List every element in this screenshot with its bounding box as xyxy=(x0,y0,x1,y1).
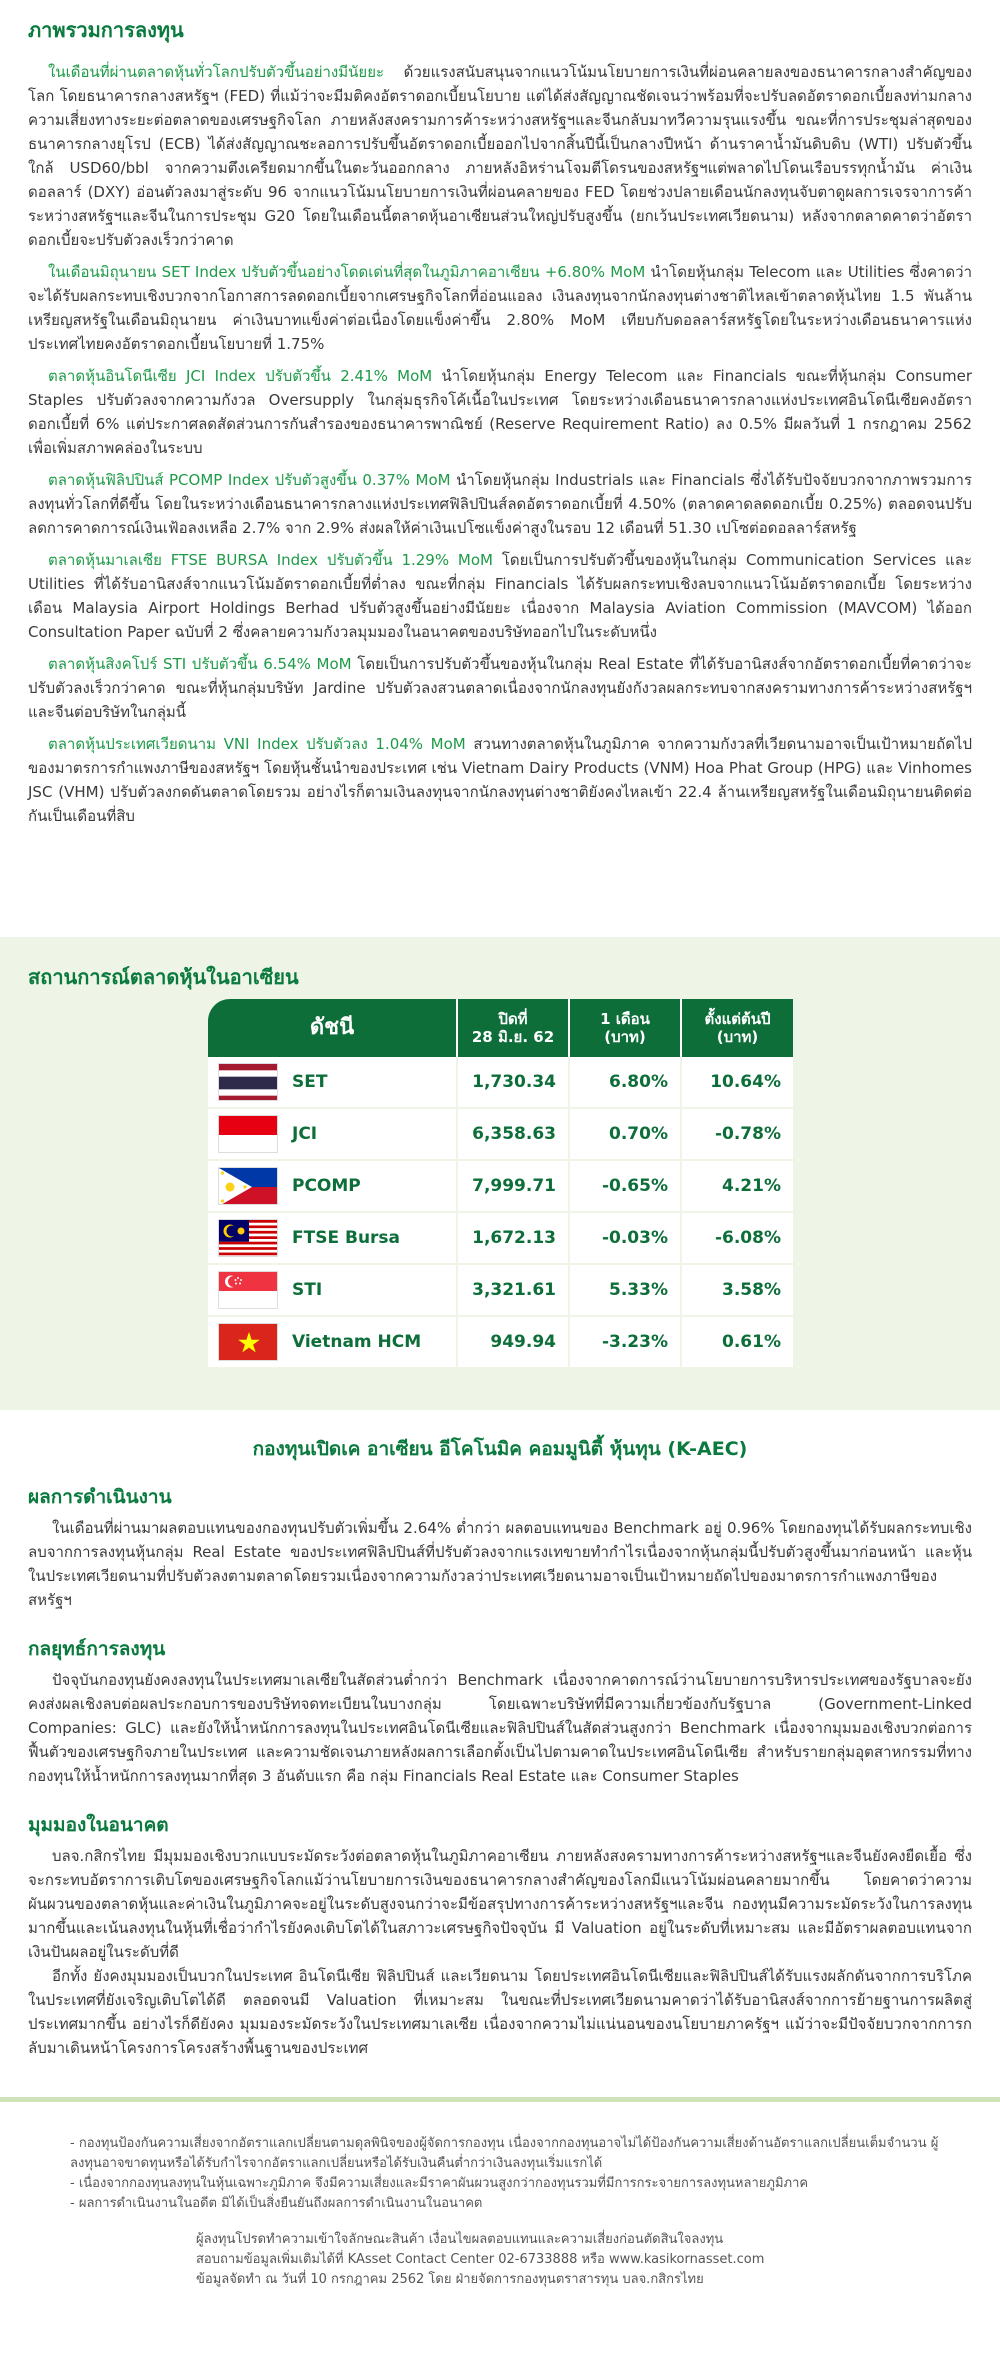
disclaimer-note: - เนื่องจากกองทุนลงทุนในหุ้นเฉพาะภูมิภาค จึงมีความเสี่ยงและมีราคาผันผวนสูงกว่ากองทุนรวมที่มีการกระจายการลงทุนหลายภูมิภาค xyxy=(70,2176,809,2191)
one-month-change: 5.33% xyxy=(570,1265,682,1317)
outlook-text-2 xyxy=(28,1964,972,2060)
philippines-flag-icon xyxy=(218,1167,278,1205)
strategy-heading: กลยุทธ์การลงทุน xyxy=(28,1638,166,1660)
paragraph-text: โดยเป็นการปรับตัวขึ้นของหุ้นในกลุ่ม Communication Services และ Utilities ที่ได้รับอานิสงส์จากแนวโน้มอัตราดอกเบี้ยที่ต่ำลง ขณะที่กลุ่ม Financials ได้รับผลกระทบเชิงลบจากแนวโน้มอัตราดอกเบี้ย โดยระหว่างเดือน Malaysia Airport Holdings Berhad ปรับตัวสูงขึ้นอย่างมีนัยยะ เนื่องจาก Malaysia Aviation Commission (MAVCOM) ได้ออก Consultation Paper ฉบับที่ 2 ซึ่งคลายความกังวลมุมมองในอนาคตของบริษัทออกไปในระดับหนึ่ง xyxy=(28,551,972,641)
header-1m-line1: 1 เดือน xyxy=(600,1010,650,1028)
overview-paragraph xyxy=(28,652,972,724)
paragraph-text: นำโดยหุ้นกลุ่ม Energy Telecom และ Financials ขณะที่หุ้นกลุ่ม Consumer Staples ปรับตัวลงจากความกังวล Oversupply ในกลุ่มธุรกิจโค้เนื้อในประเทศ โดยระหว่างเดือนธนาคารกลางแห่งประเทศอินโดนีเซียคงอัตราดอกเบี้ยที่ 6% แต่ประกาศลดสัดส่วนการกันสำรองของธนาคารพาณิชย์ (Reserve Requirement Ratio) ลง 0.5% มีผลวันที่ 1 กรกฎาคม 2562 เพื่อเพิ่มสภาพคล่องในระบบ xyxy=(28,367,972,457)
index-name-cell xyxy=(208,1057,458,1109)
asean-index-table xyxy=(208,999,793,1369)
index-name: SET xyxy=(292,1072,328,1092)
fund-section xyxy=(0,1410,1000,2082)
overview-paragraph xyxy=(28,60,972,252)
index-name-cell xyxy=(208,1317,458,1369)
header-1m-line2: (บาท) xyxy=(604,1028,646,1046)
footer-line: ผู้ลงทุนโปรดทำความเข้าใจลักษณะสินค้า เงื่อนไขผลตอบแทนและความเสี่ยงก่อนตัดสินใจลงทุน xyxy=(196,2232,724,2247)
index-name-cell xyxy=(208,1213,458,1265)
paragraph-lead: ตลาดหุ้นฟิลิปปินส์ PCOMP Index ปรับตัวสูงขึ้น 0.37% MoM xyxy=(48,471,451,489)
ytd-change: -0.78% xyxy=(682,1109,793,1161)
index-name: STI xyxy=(292,1280,323,1300)
outlook-text-1 xyxy=(28,1844,972,1964)
paragraph-lead: ตลาดหุ้นอินโดนีเซีย JCI Index ปรับตัวขึ้น 2.41% MoM xyxy=(48,367,433,385)
asean-market-section xyxy=(0,937,1000,1410)
performance-body: ในเดือนที่ผ่านมาผลตอบแทนของกองทุนปรับตัวเพิ่มขึ้น 2.64% ต่ำกว่า ผลตอบแทนของ Benchmark อยู่ 0.96% โดยกองทุนได้รับผลกระทบเชิงลบจากการลงทุนหุ้นกลุ่ม Real Estate ของประเทศฟิลิปปินส์ที่ปรับตัวลงจากแรงเทขายทำกำไรเนื่องจากหุ้นกลุ่มนี้ปรับตัวสูงขึ้นมาก่อนหน้า และหุ้นในประเทศเวียดนามที่ปรับตัวลงตามตลาดโดยรวมเนื่องจากความกังวลว่าประเทศเวียดนามอาจเป็นเป้าหมายถัดไปของมาตรการกำแพงภาษีของสหรัฐฯ xyxy=(28,1519,972,1609)
index-name-cell xyxy=(208,1265,458,1317)
ytd-change: -6.08% xyxy=(682,1213,793,1265)
investment-overview-section xyxy=(0,0,1000,930)
ytd-change: 0.61% xyxy=(682,1317,793,1369)
outlook-heading: มุมมองในอนาคต xyxy=(28,1814,169,1836)
fund-title: กองทุนเปิดเค อาเซียน อีโคโนมิค คอมมูนิตี้ หุ้นทุน (K-AEC) xyxy=(252,1438,748,1460)
header-ytd-line2: (บาท) xyxy=(716,1028,759,1046)
table-row xyxy=(208,1109,793,1161)
paragraph-text: โดยเป็นการปรับตัวขึ้นของหุ้นในกลุ่ม Real Estate ที่ได้รับอานิสงส์จากอัตราดอกเบี้ยที่คาดว่าจะปรับตัวลงเร็วกว่าคาด ขณะที่หุ้นกลุ่มบริษัท Jardine ปรับตัวลงสวนตลาดเนื่องจากนักลงทุนยังกังวลผลกระทบจากสงครามทางการค้าระหว่างสหรัฐฯและจีนต่อบริษัทในกลุ่มนี้ xyxy=(28,655,972,721)
paragraph-lead: ตลาดหุ้นประเทศเวียดนาม VNI Index ปรับตัวลง 1.04% MoM xyxy=(48,735,466,753)
strategy-block xyxy=(28,1634,972,1788)
vietnam-flag-icon xyxy=(218,1323,278,1361)
close-value: 1,672.13 xyxy=(458,1213,570,1265)
paragraph-lead: ตลาดหุ้นสิงคโปร์ STI ปรับตัวขึ้น 6.54% MoM xyxy=(48,655,352,673)
paragraph-text: ด้วยแรงสนับสนุนจากแนวโน้มนโยบายการเงินที่ผ่อนคลายลงของธนาคารกลางสำคัญของโลก โดยธนาคารกลางสหรัฐฯ (FED) ที่แม้ว่าจะมีมติคงอัตราดอกเบี้ยนโยบาย แต่ได้ส่งสัญญาณชัดเจนว่าพร้อมที่จะปรับลดอัตราดอกเบี้ยลงท่ามกลางความเสี่ยงทางระยะต่อตลาดของเศรษฐกิจโลก ภายหลังสงครามการค้าระหว่างสหรัฐฯและจีนกลับมาทวีความรุนแรงขึ้น ขณะที่การประชุมล่าสุดของธนาคารกลางยุโรป (ECB) ได้ส่งสัญญาณชะลอการปรับขึ้นอัตราดอกเบี้ยออกไปจากสิ้นปีนี้เป็นกลางปีหน้า ด้านราคาน้ำมันดิบดิบ (WTI) ปรับตัวขึ้นใกล้ USD60/bbl จากความตึงเครียดมากขึ้นในตะวันออกกลาง ภายหลังอิหร่านโจมตีโดรนของสหรัฐฯแต่พลาดไปโดนเรือบรรทุกน้ำมัน ค่าเงินดอลลาร์ (DXY) อ่อนตัวลงมาสู่ระดับ 96 จากแนวโน้มนโยบายการเงินที่ผ่อนคลายของ FED โดยช่วงปลายเดือนนักลงทุนจับตาดูผลการเจรจาการค้าระหว่างสหรัฐฯและจีนในการประชุม G20 โดยในเดือนนี้ตลาดหุ้นอาเซียนส่วนใหญ่ปรับสูงขึ้น (ยกเว้นประเทศเวียดนาม) หลังจากตลาดคาดว่าอัตราดอกเบี้ยจะปรับตัวลงเร็วกว่าคาด xyxy=(28,63,972,249)
malaysia-flag-icon xyxy=(218,1219,278,1257)
overview-paragraph xyxy=(28,732,972,828)
one-month-change: -3.23% xyxy=(570,1317,682,1369)
close-value: 6,358.63 xyxy=(458,1109,570,1161)
one-month-change: 0.70% xyxy=(570,1109,682,1161)
overview-title: ภาพรวมการลงทุน xyxy=(28,18,184,42)
footer-date-line: ข้อมูลจัดทำ ณ วันที่ 10 กรกฎาคม 2562 โดย ฝ่ายจัดการกองทุนตราสารทุน บลจ.กสิกรไทย xyxy=(196,2272,704,2287)
strategy-body: ปัจจุบันกองทุนยังคงลงทุนในประเทศมาเลเซียในสัดส่วนต่ำกว่า Benchmark เนื่องจากคาดการณ์ว่านโยบายการบริหารประเทศของรัฐบาลจะยังคงส่งผลเชิงลบต่อผลประกอบการของบริษัทจดทะเบียนในบางกลุ่ม โดยเฉพาะบริษัทที่มีความเกี่ยวข้องกับรัฐบาล (Government-Linked Companies: GLC) และยังให้น้ำหนักการลงทุนในประเทศอินโดนีเซียและฟิลิปปินส์ในสัดส่วนสูงกว่า Benchmark เนื่องจากมุมมองเชิงบวกต่อการฟื้นตัวของเศรษฐกิจภายในประเทศ และความชัดเจนภายหลังผลการเลือกตั้งเป็นไปตามคาดในประเทศอินโดนีเซีย สำหรับรายกลุ่มอุตสาหกรรมที่ทางกองทุนให้น้ำหนักการลงทุนมากที่สุด 3 อันดับแรก คือ กลุ่ม Financials Real Estate และ Consumer Staples xyxy=(28,1671,972,1785)
ytd-change: 10.64% xyxy=(682,1057,793,1109)
index-name-cell xyxy=(208,1161,458,1213)
header-index: ดัชนี xyxy=(208,999,458,1057)
table-row xyxy=(208,1213,793,1265)
paragraph-text: นำโดยหุ้นกลุ่ม Industrials และ Financials ซึ่งได้รับปัจจัยบวกจากภาพรวมการลงทุนทั่วโลกที่ดีขึ้น โดยในระหว่างเดือนธนาคารกลางแห่งประเทศฟิลิปปินส์ลดอัตราดอกเบี้ยที่ 4.50% (ตลาดคาดลดดอกเบี้ย 0.25%) ตลอดจนปรับลดการคาดการณ์เงินเฟ้อลงเหลือ 2.7% จาก 2.9% ส่งผลให้ค่าเงินเปโซแข็งค่าสูงในรอบ 12 เดือนที่ 51.30 เปโซต่อดอลลาร์สหรัฐ xyxy=(28,471,972,537)
disclaimer-note: - ผลการดำเนินงานในอดีต มิได้เป็นสิ่งยืนยันถึงผลการดำเนินงานในอนาคต xyxy=(70,2196,483,2211)
table-row xyxy=(208,1265,793,1317)
thailand-flag-icon xyxy=(218,1063,278,1101)
index-name-cell xyxy=(208,1109,458,1161)
paragraph-lead: ในเดือนที่ผ่านตลาดหุ้นทั่วโลกปรับตัวขึ้นอย่างมีนัยยะ xyxy=(48,63,385,81)
singapore-flag-icon xyxy=(218,1271,278,1309)
one-month-change: -0.03% xyxy=(570,1213,682,1265)
header-close-line1: ปิดที่ xyxy=(498,1010,528,1028)
table-row xyxy=(208,1317,793,1369)
overview-paragraph xyxy=(28,548,972,644)
paragraph-text: นำโดยหุ้นกลุ่ม Telecom และ Utilities ซึ่งคาดว่าจะได้รับผลกระทบเชิงบวกจากโอกาสการลดดอกเบี้ยจากเศรษฐกิจโลกที่อ่อนแอลง เงินลงทุนจากนักลงทุนต่างชาติไหลเข้าตลาดหุ้นไทย 1.5 พันล้านเหรียญสหรัฐในเดือนมิถุนายน ค่าเงินบาทแข็งค่าต่อเนื่องโดยแข็งค่าขึ้น 2.80% MoM เทียบกับดอลลาร์สหรัฐโดยในระหว่างเดือนธนาคารแห่งประเทศไทยคงอัตราดอกเบี้ยนโยบายที่ 1.75% xyxy=(28,263,973,353)
outlook-body-1: บลจ.กสิกรไทย มีมุมมองเชิงบวกแบบระมัดระวังต่อตลาดหุ้นในภูมิภาคอาเซียน ภายหลังสงครามทางการค้าระหว่างสหรัฐฯและจีนยังคงยืดเยื้อ ซึ่งจะกระทบอัตราการเติบโตของเศรษฐกิจโลกแม้ว่านโยบายการเงินของธนาคารกลางสำคัญของโลกมีแนวโน้มผ่อนคลายมากขึ้น โดยคาดว่าความผันผวนของตลาดหุ้นและค่าเงินในภูมิภาคจะอยู่ในระดับสูงจนกว่าจะมีข้อสรุปทางการค้าระหว่างสหรัฐฯและจีน กองทุนมีความระมัดระวังในการลงทุนมากขึ้นและเน้นลงทุนในหุ้นที่เชื่อว่ากำไรยังคงเติบโตได้ในสภาวะเศรษฐกิจปัจจุบัน มี Valuation อยู่ในระดับที่เหมาะสม และมีอัตราผลตอบแทนจากเงินปันผลอยู่ในระดับที่ดี xyxy=(28,1847,972,1961)
overview-paragraph xyxy=(28,260,972,356)
header-close xyxy=(458,999,570,1057)
performance-heading: ผลการดำเนินงาน xyxy=(28,1486,172,1508)
table-header-row xyxy=(208,999,793,1057)
performance-text xyxy=(28,1516,972,1612)
paragraph-lead: ในเดือนมิถุนายน SET Index ปรับตัวขึ้นอย่างโดดเด่นที่สุดในภูมิภาคอาเซียน +6.80% MoM xyxy=(48,263,646,281)
overview-paragraph xyxy=(28,364,972,460)
strategy-text xyxy=(28,1668,972,1788)
disclaimer-section xyxy=(0,2097,1000,2360)
close-value: 7,999.71 xyxy=(458,1161,570,1213)
index-name: FTSE Bursa xyxy=(292,1228,401,1248)
footer-contact-line: สอบถามข้อมูลเพิ่มเติมได้ที่ KAsset Contact Center 02-6733888 หรือ www.kasikornasset.com xyxy=(196,2252,765,2267)
paragraph-text: สวนทางตลาดหุ้นในภูมิภาค จากความกังวลที่เวียดนามอาจเป็นเป้าหมายถัดไปของมาตรการกำแพงภาษีของสหรัฐฯ โดยหุ้นชั้นนำของประเทศ เช่น Vietnam Dairy Products (VNM) Hoa Phat Group (HPG) และ Vinhomes JSC (VHM) ปรับตัวลงกดดันตลาดโดยรวม อย่างไรก็ตามเงินลงทุนจากนักลงทุนต่างชาติยังคงไหลเข้า 22.4 ล้านเหรียญสหรัฐในเดือนมิถุนายนติดต่อกันเป็นเดือนที่สิบ xyxy=(28,735,972,825)
index-name: JCI xyxy=(292,1124,318,1144)
footer-info xyxy=(70,2230,960,2290)
header-ytd-line1: ตั้งแต่ต้นปี xyxy=(704,1010,771,1028)
header-1-month xyxy=(570,999,682,1057)
overview-paragraph xyxy=(28,468,972,540)
paragraph-lead: ตลาดหุ้นมาเลเซีย FTSE BURSA Index ปรับตัวขึ้น 1.29% MoM xyxy=(48,551,493,569)
indonesia-flag-icon xyxy=(218,1115,278,1153)
close-value: 949.94 xyxy=(458,1317,570,1369)
header-close-line2: 28 มิ.ย. 62 xyxy=(471,1028,555,1046)
outlook-block xyxy=(28,1810,972,2060)
table-row xyxy=(208,1057,793,1109)
one-month-change: -0.65% xyxy=(570,1161,682,1213)
disclaimer-note: - กองทุนป้องกันความเสี่ยงจากอัตราแลกเปลี่ยนตามดุลพินิจของผู้จัดการกองทุน เนื่องจากกองทุนอาจไม่ได้ป้องกันความเสี่ยงด้านอัตราแลกเปลี่ยนเต็มจำนวน ผู้ลงทุนอาจขาดทุนหรือได้รับกำไรจากอัตราแลกเปลี่ยนหรือได้รับเงินคืนต่ำกว่าเงินลงทุนเริ่มแรกได้ xyxy=(70,2136,939,2171)
ytd-change: 4.21% xyxy=(682,1161,793,1213)
table-row xyxy=(208,1161,793,1213)
header-ytd xyxy=(682,999,793,1057)
performance-block xyxy=(28,1482,972,1612)
index-name: Vietnam HCM xyxy=(292,1332,422,1352)
close-value: 1,730.34 xyxy=(458,1057,570,1109)
close-value: 3,321.61 xyxy=(458,1265,570,1317)
one-month-change: 6.80% xyxy=(570,1057,682,1109)
outlook-body-2: อีกทั้ง ยังคงมุมมองเป็นบวกในประเทศ อินโดนีเซีย ฟิลิปปินส์ และเวียดนาม โดยประเทศอินโดนีเซียและฟิลิปปินส์ได้รับแรงผลักดันจากการบริโภคในประเทศที่ยังเจริญเติบโตได้ดี ตลอดจนมี Valuation ที่เหมาะสม ในขณะที่ประเทศเวียดนามคาดว่าได้รับอานิสงส์จากการย้ายฐานการผลิตสู่ประเทศมากขึ้น อย่างไรก็ดียังคง มุมมองระมัดระวังในประเทศมาเลเซีย เนื่องจากความไม่แน่นอนของนโยบายภาครัฐฯ แม้ว่าจะมีปัจจัยบวกจากการกลับมาเดินหน้าโครงการโครงสร้างพื้นฐานของประเทศ xyxy=(28,1967,972,2057)
ytd-change: 3.58% xyxy=(682,1265,793,1317)
index-name: PCOMP xyxy=(292,1176,361,1196)
market-title: สถานการณ์ตลาดหุ้นในอาเซียน xyxy=(28,965,299,989)
